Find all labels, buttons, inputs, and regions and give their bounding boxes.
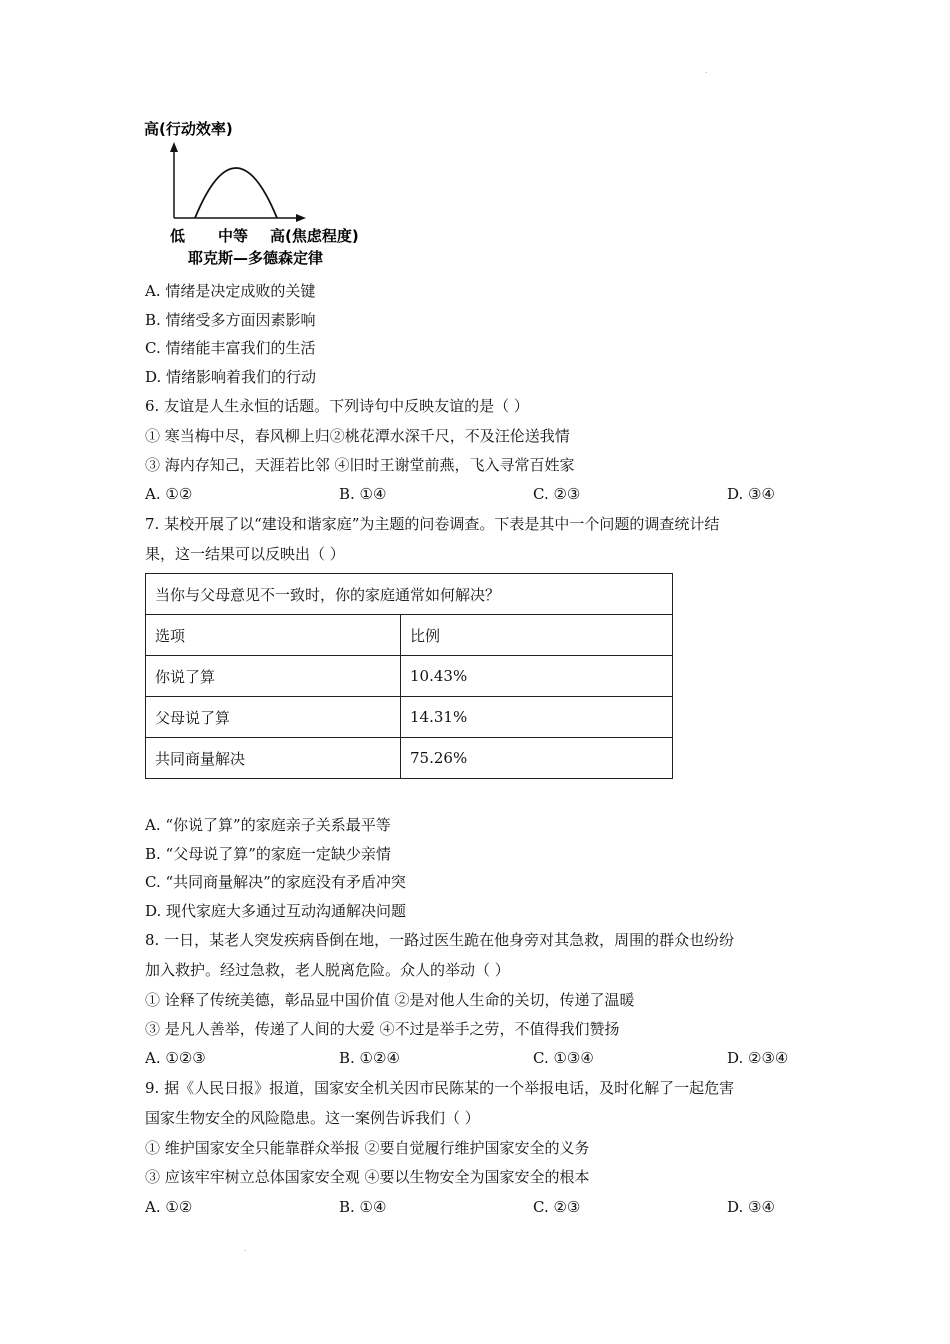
table-cell-ratio: 10.43% (401, 656, 673, 697)
q7-option-c: C. “共同商量解决”的家庭没有矛盾冲突 (145, 873, 406, 891)
table-cell-option: 你说了算 (146, 656, 401, 697)
q8-option-a: A. ①②③ (145, 1049, 206, 1067)
figure-caption: 耶克斯—多德森定律 (188, 249, 324, 267)
q8-stem-1: 8. 一日，某老人突发疾病昏倒在地，一路过医生跪在他身旁对其急救，周围的群众也纷纷 (145, 931, 735, 949)
table-header-option: 选项 (146, 615, 401, 656)
table-cell-option: 共同商量解决 (146, 738, 401, 779)
table-cell-ratio: 75.26% (401, 738, 673, 779)
q6-option-b: B. ①④ (339, 485, 387, 503)
q9-option-b: B. ①④ (339, 1198, 387, 1216)
y-axis-arrow (170, 142, 178, 152)
q9-option-d: D. ③④ (727, 1198, 775, 1216)
page-mark-bottom: . (244, 1244, 247, 1253)
q6-option-c: C. ②③ (533, 485, 581, 503)
q8-option-d: D. ②③④ (727, 1049, 789, 1067)
q5-option-a: A. 情绪是决定成败的关键 (145, 282, 316, 300)
q6-option-a: A. ①② (145, 485, 193, 503)
q9-option-c: C. ②③ (533, 1198, 581, 1216)
q7-stem-1: 7. 某校开展了以“建设和谐家庭”为主题的问卷调查。下表是其中一个问题的调查统计结 (145, 515, 720, 533)
curve-diagram (140, 112, 380, 272)
q9-stem-1: 9. 据《人民日报》报道，国家安全机关因市民陈某的一个举报电话，及时化解了一起危害 (145, 1079, 735, 1097)
q8-items-1: ① 诠释了传统美德，彰品显中国价值 ②是对他人生命的关切，传递了温暖 (145, 991, 635, 1009)
x-high-label: 高(焦虑程度) (270, 227, 359, 245)
q6-items-2: ③ 海内存知己，天涯若比邻 ④旧时王谢堂前燕，飞入寻常百姓家 (145, 456, 575, 474)
table-question-row (146, 574, 673, 615)
yerkes-dodson-figure (140, 112, 380, 272)
survey-table (145, 573, 673, 779)
q5-option-d: D. 情绪影响着我们的行动 (145, 368, 317, 386)
x-low-label: 低 (170, 227, 186, 245)
table-header-ratio: 比例 (401, 615, 673, 656)
x-mid-label: 中等 (218, 227, 249, 245)
table-header-row (146, 615, 673, 656)
q7-stem-2: 果，这一结果可以反映出（ ） (145, 545, 345, 563)
q8-stem-2: 加入救护。经过急救，老人脱离危险。众人的举动（ ） (145, 961, 510, 979)
page-mark-top: . (705, 66, 708, 75)
q7-option-d: D. 现代家庭大多通过互动沟通解决问题 (145, 902, 407, 920)
q9-option-a: A. ①② (145, 1198, 193, 1216)
table-row (146, 697, 673, 738)
table-question: 当你与父母意见不一致时，你的家庭通常如何解决？ (146, 574, 673, 615)
q7-option-b: B. “父母说了算”的家庭一定缺少亲情 (145, 845, 391, 863)
q6-stem: 6. 友谊是人生永恒的话题。下列诗句中反映友谊的是（ ） (145, 397, 529, 415)
q8-option-c: C. ①③④ (533, 1049, 594, 1067)
q9-items-1: ① 维护国家安全只能靠群众举报 ②要自觉履行维护国家安全的义务 (145, 1139, 590, 1157)
y-axis-label: 高(行动效率) (144, 120, 233, 138)
q5-option-b: B. 情绪受多方面因素影响 (145, 311, 316, 329)
table-row (146, 738, 673, 779)
q8-option-b: B. ①②④ (339, 1049, 400, 1067)
table-cell-ratio: 14.31% (401, 697, 673, 738)
x-axis-arrow (296, 214, 306, 222)
efficiency-curve (195, 168, 277, 218)
q8-items-2: ③ 是凡人善举，传递了人间的大爱 ④不过是举手之劳，不值得我们赞扬 (145, 1020, 620, 1038)
q7-option-a: A. “你说了算”的家庭亲子关系最平等 (145, 816, 391, 834)
q9-stem-2: 国家生物安全的风险隐患。这一案例告诉我们（ ） (145, 1109, 480, 1127)
q5-option-c: C. 情绪能丰富我们的生活 (145, 339, 316, 357)
table-cell-option: 父母说了算 (146, 697, 401, 738)
q6-items-1: ① 寒当梅中尽，春风柳上归②桃花潭水深千尺，不及汪伦送我情 (145, 427, 570, 445)
table-row (146, 656, 673, 697)
q6-option-d: D. ③④ (727, 485, 775, 503)
q9-items-2: ③ 应该牢牢树立总体国家安全观 ④要以生物安全为国家安全的根本 (145, 1168, 590, 1186)
